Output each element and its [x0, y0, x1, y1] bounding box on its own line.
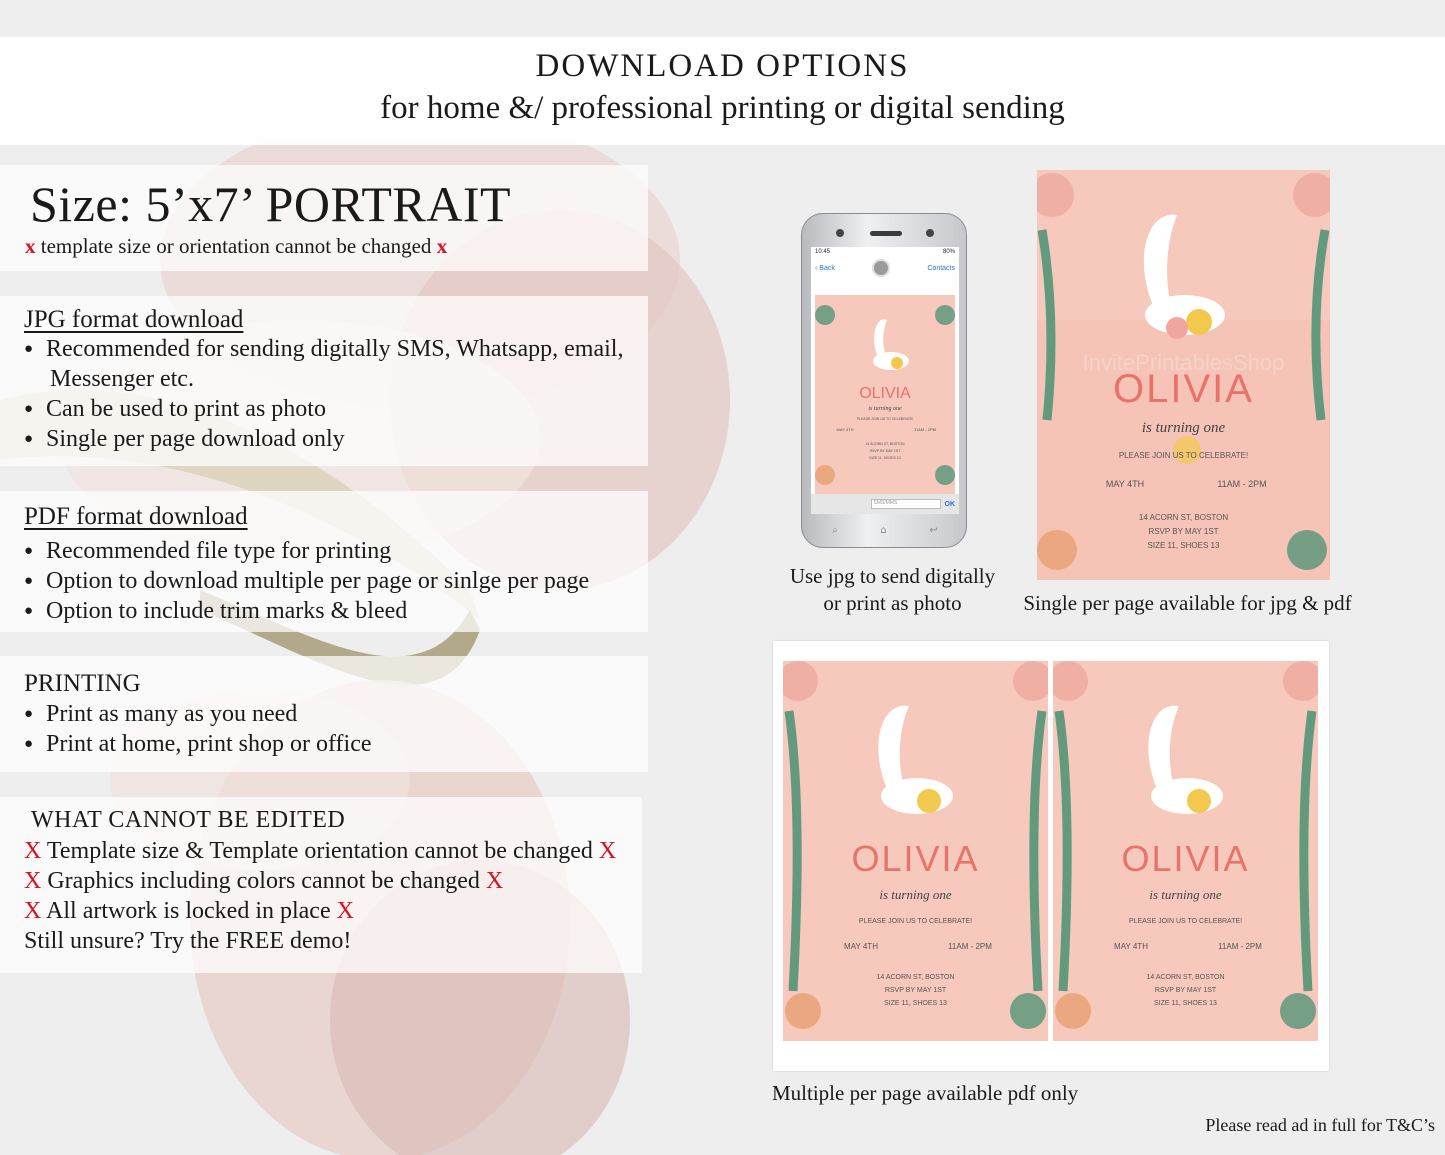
- invitation-address: 14 ACORN ST, BOSTON: [876, 974, 955, 981]
- invitation-date: MAY 4TH: [1105, 479, 1145, 489]
- invitation-rsvp: RSVP BY MAY 1ST: [869, 449, 901, 453]
- x-mark-icon: X: [24, 838, 42, 864]
- camera-icon: [836, 229, 844, 237]
- ok-button[interactable]: OK: [944, 500, 955, 508]
- list-item: X Template size & Template orientation cannot be changed X: [24, 838, 617, 864]
- phone-invitation-preview: [815, 295, 955, 495]
- not-editable-panel: [0, 797, 642, 973]
- phone-nav-bar: [811, 257, 959, 279]
- jpg-title: JPG format download: [24, 306, 244, 333]
- home-icon[interactable]: ⌂: [880, 524, 887, 536]
- pdf-title: PDF format download: [24, 503, 248, 530]
- pdf-panel: [0, 491, 648, 632]
- printing-bullet-list: [24, 699, 372, 759]
- phone-mockup: [801, 213, 967, 548]
- avatar-icon: [872, 259, 890, 277]
- size-note-text: template size or orientation cannot be changed: [40, 234, 432, 258]
- header-banner: [0, 37, 1445, 145]
- terms-note: Please read ad in full for T&C’s: [1205, 1115, 1435, 1135]
- size-note: [25, 234, 447, 259]
- invitation-time: 11AM - 2PM: [948, 942, 992, 951]
- invitation-join: PLEASE JOIN US TO CELEBRATE!: [1118, 451, 1249, 460]
- invitation-copy-right: [1053, 661, 1318, 1041]
- x-mark-icon: x: [436, 234, 448, 258]
- phone-caption: Use jpg to send digitally or print as photo: [789, 564, 996, 615]
- printing-title: PRINTING: [24, 670, 141, 697]
- invitation-script: is turning one: [1149, 887, 1222, 902]
- background-flower-illustration: [0, 140, 760, 1155]
- back-arrow-icon[interactable]: ↩: [929, 524, 938, 536]
- header-subtitle: for home &/ professional printing or digital sending: [380, 90, 1065, 126]
- invitation-rsvp: RSVP BY MAY 1ST: [884, 987, 947, 994]
- multi-page-sheet-preview: [773, 641, 1329, 1071]
- x-mark-icon: x: [25, 234, 36, 258]
- jpg-bullet-list: [24, 334, 623, 454]
- invitation-date: MAY 4TH: [1114, 942, 1148, 951]
- sms-input[interactable]: SMS/MMS: [871, 499, 941, 509]
- back-link[interactable]: ‹ Back: [815, 264, 835, 272]
- invitation-name: OLIVIA: [851, 838, 980, 879]
- list-item: ● Print at home, print shop or office: [24, 729, 372, 759]
- invitation-size-line: SIZE 11, SHOES 13: [884, 1000, 947, 1007]
- phone-screen: [811, 247, 959, 514]
- printing-panel: [0, 656, 648, 772]
- invitation-address: 14 ACORN ST, BOSTON: [1146, 974, 1225, 981]
- invitation-size-line: SIZE 11, SHOES 13: [1154, 1000, 1217, 1007]
- free-demo-note: Still unsure? Try the FREE demo!: [24, 928, 352, 954]
- sensor-icon: [926, 229, 934, 237]
- not-editable-list: [24, 836, 616, 956]
- header-title: DOWNLOAD OPTIONS: [535, 48, 910, 84]
- invitation-join: PLEASE JOIN US TO CELEBRATE!: [856, 417, 914, 421]
- speaker-icon: [870, 231, 902, 236]
- list-item: X All artwork is locked in place X: [24, 898, 354, 924]
- invitation-time: 11AM - 2PM: [1218, 942, 1262, 951]
- invitation-date: MAY 4TH: [836, 427, 854, 432]
- invitation-rsvp: RSVP BY MAY 1ST: [1154, 987, 1217, 994]
- invitation-script: is turning one: [868, 406, 902, 412]
- x-mark-icon: X: [24, 868, 42, 894]
- invitation-name: OLIVIA: [1113, 367, 1254, 411]
- list-item-continuation: Messenger etc.: [50, 366, 194, 392]
- list-item: ● Can be used to print as photo: [24, 394, 623, 424]
- x-mark-icon: X: [598, 838, 617, 864]
- contacts-link[interactable]: Contacts: [927, 264, 955, 272]
- invitation-date: MAY 4TH: [844, 942, 878, 951]
- size-title: Size: 5’x7’ PORTRAIT: [30, 176, 512, 232]
- invitation-time: 11AM - 2PM: [1217, 479, 1267, 489]
- invitation-address: 14 ACORN ST, BOSTON: [1138, 513, 1229, 522]
- invitation-address: 14 ACORN ST, BOSTON: [865, 442, 905, 446]
- list-item: ● Option to download multiple per page or sinlge per page: [24, 566, 589, 596]
- single-invitation-preview: [1037, 170, 1330, 580]
- x-mark-icon: X: [24, 898, 42, 924]
- invitation-script: is turning one: [1141, 420, 1226, 436]
- pdf-bullet-list: [24, 536, 589, 626]
- multi-caption: Multiple per page available pdf only: [772, 1081, 1079, 1105]
- invitation-script: is turning one: [879, 887, 952, 902]
- list-item: ● Single per page download only: [24, 424, 623, 454]
- x-mark-icon: X: [336, 898, 354, 924]
- phone-status-bar: [811, 247, 959, 257]
- not-editable-title: WHAT CANNOT BE EDITED: [31, 807, 346, 833]
- invitation-rsvp: RSVP BY MAY 1ST: [1148, 527, 1219, 536]
- invitation-size-line: SIZE 11, SHOES 13: [1147, 541, 1220, 550]
- watermark: InvitePrintablesShop: [1082, 350, 1285, 375]
- search-icon[interactable]: ⌕: [832, 524, 838, 536]
- invitation-name: OLIVIA: [1121, 838, 1250, 879]
- invitation-size-line: SIZE 11, SHOES 13: [869, 456, 901, 460]
- list-item: ● Recommended for sending digitally SMS, Whatsapp, email, Messenger etc.: [24, 334, 623, 394]
- phone-home-bar: [811, 517, 959, 543]
- invitation-join: PLEASE JOIN US TO CELEBRATE!: [858, 918, 973, 925]
- jpg-panel: [0, 296, 648, 466]
- phone-battery: 80%: [942, 249, 955, 255]
- invitation-join: PLEASE JOIN US TO CELEBRATE!: [1128, 918, 1243, 925]
- x-mark-icon: X: [485, 868, 504, 894]
- single-caption: Single per page available for jpg & pdf: [1023, 591, 1352, 615]
- size-panel: [0, 165, 648, 271]
- invitation-name: OLIVIA: [859, 385, 911, 402]
- list-item: ● Option to include trim marks & bleed: [24, 596, 589, 626]
- sms-compose-bar: [811, 494, 959, 514]
- invitation-time: 11AM - 2PM: [914, 427, 936, 432]
- invitation-copy-left: [783, 661, 1048, 1041]
- phone-time: 10:45: [815, 249, 831, 255]
- list-item: X Graphics including colors cannot be changed X: [24, 868, 504, 894]
- list-item: ● Print as many as you need: [24, 699, 372, 729]
- list-item: ● Recommended file type for printing: [24, 536, 589, 566]
